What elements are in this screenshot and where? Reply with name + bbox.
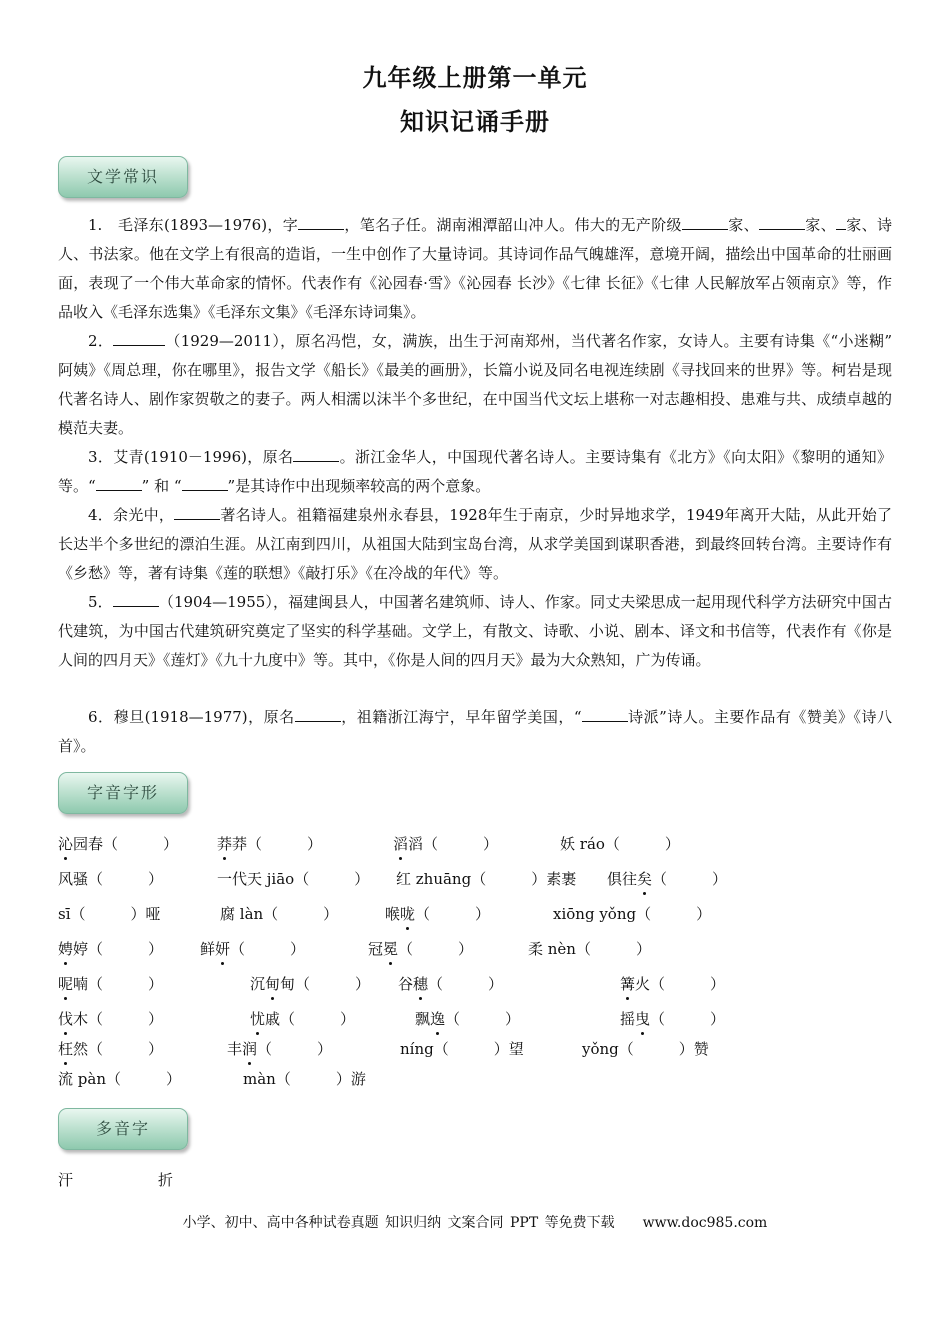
word-item: 一代天 jiāo（ ） <box>217 870 370 888</box>
word-item: 妖 ráo（ ） <box>560 835 680 853</box>
dotted-char: 忧 <box>250 1007 265 1031</box>
word-item: 喉咙（ ） <box>385 902 490 926</box>
word-item: 娉婷（ ） <box>58 937 163 961</box>
section-badge-literature: 文学常识 <box>58 156 188 198</box>
p2-text-a: 2． <box>88 332 114 350</box>
polyphone-char: 汗 <box>58 1171 74 1189</box>
dotted-char: 沁 <box>58 832 73 856</box>
p1-text-b: ，笔名子任。湖南湘潭韶山冲人。伟大的无产阶级 <box>344 216 682 234</box>
word-item: 谷穗（ ） <box>398 972 503 996</box>
section-badge-polyphone: 多音字 <box>58 1108 188 1150</box>
dotted-char: 曳 <box>635 1007 650 1031</box>
word-row <box>0 972 950 996</box>
word-row <box>0 1037 950 1061</box>
word-item: 枉然（ ） <box>58 1037 163 1061</box>
paragraph-5 <box>58 588 892 675</box>
word-row <box>0 902 950 926</box>
word-item: 莽莽（ ） <box>217 832 322 856</box>
word-row <box>0 832 950 856</box>
p4-text-b: 著名诗人。祖籍福建泉州永春县，1928年生于南京，少时异地求学，1949年离开大陆，从此开始了长达半个多世纪的漂泊生涯。从江南到四川，从祖国大陆到宝岛台湾，从求学美国到谋职香港，到最终回转台湾。主要诗作有《乡愁》等，著有诗集《莲的联想》《敲打乐》《在冷战的年代》等。 <box>58 506 892 582</box>
word-item: 风骚（ ） <box>58 870 164 888</box>
p1-text-a: 1. 毛泽东(1893—1976)，字 <box>88 216 299 234</box>
polyphone-char: 折 <box>158 1171 174 1189</box>
dotted-char: 冕 <box>383 937 398 961</box>
dotted-char: 润 <box>242 1037 257 1061</box>
word-item: 伐木（ ） <box>58 1007 163 1031</box>
dotted-char: 娉 <box>58 937 73 961</box>
word-item: 摇曳（ ） <box>620 1007 725 1031</box>
p5-text-b: （1904—1955），福建闽县人，中国著名建筑师、诗人、作家。同丈夫梁思成一起用现代科学方法研究中国古代建筑，为中国古代建筑研究奠定了坚实的科学基础。文学上，有散文、诗歌、小说、剧本、译文和书信等，代表作有《你是人间的四月天》《莲灯》《九十九度中》等。其中，《你是人间的四月天》最为大众熟知，广为传诵。 <box>58 593 892 669</box>
paragraph-1 <box>58 211 892 327</box>
word-item: 腐 làn（ ） <box>220 905 339 923</box>
section-badge-pronunciation: 字音字形 <box>58 772 188 814</box>
p4-text-a: 4．余光中， <box>88 506 175 524</box>
word-row <box>0 1067 950 1091</box>
p1-text-c: 家、 <box>727 216 759 234</box>
dotted-char: 甸 <box>265 972 280 996</box>
blank <box>682 214 728 230</box>
dotted-char: 妍 <box>215 937 230 961</box>
p3-text-c: ” 和 “ <box>141 477 182 495</box>
dotted-char: 咙 <box>400 902 415 926</box>
blank <box>582 706 628 722</box>
p6-text-c: 诗派”诗人。主要作品有《赞美》《诗八首》。 <box>58 708 892 755</box>
dotted-char: 矣 <box>637 867 652 891</box>
p1-text-d: 家、 <box>804 216 836 234</box>
word-item: níng（ ）望 <box>400 1040 524 1058</box>
blank <box>295 706 341 722</box>
word-item: 忧戚（ ） <box>250 1007 355 1031</box>
footer-note: 小学、初中、高中各种试卷真题 知识归纳 文案合同 PPT 等免费下载 www.doc985.com <box>182 1215 768 1231</box>
word-item: 篝火（ ） <box>620 972 725 996</box>
word-item: 鲜妍（ ） <box>200 937 305 961</box>
p2-text-b: （1929—2011），原名冯恺，女，满族，出生于河南郑州，当代著名作家，女诗人。主要有诗集《“小迷糊” 阿姨》《周总理，你在哪里》，报告文学《船长》《最美的画册》，长篇小说及同名电视连续剧《寻找回来的世界》等。柯岩是现代著名诗人、剧作家贺敬之的妻子。两人相濡以沫半个多世纪，在中国当代文坛上堪称一对志趣相投、患难与共、成绩卓越的模范夫妻。 <box>58 332 892 437</box>
paragraph-4 <box>58 501 892 588</box>
p1-text-e: 家、诗人、书法家。他在文学上有很高的造诣，一生中创作了大量诗词。其诗词作品气魄雄浑，意境开阔，描绘出中国革命的壮丽画面，表现了一个伟大革命家的情怀。代表作有《沁园春·雪》《沁园春 长沙》《七律 长征》《七律 人民解放军占领南京》等，作品收入《毛泽东选集》《毛泽东文集》《毛泽东诗词集》。 <box>58 216 892 321</box>
word-item: 红 zhuāng（ ）素裹 <box>396 870 577 888</box>
word-row <box>0 1007 950 1031</box>
dotted-char: 穗 <box>413 972 428 996</box>
word-item: 沁园春（ ） <box>58 832 178 856</box>
dotted-char: 逸 <box>430 1007 445 1031</box>
blank <box>293 446 339 462</box>
page-title: 九年级上册第一单元 <box>362 63 588 92</box>
p6-text-b: ，祖籍浙江海宁，早年留学美国，“ <box>340 708 582 726</box>
word-item: màn（ ）游 <box>243 1070 366 1088</box>
blank <box>113 591 159 607</box>
dotted-char: 枉 <box>58 1037 73 1061</box>
dotted-char: 篝 <box>620 972 635 996</box>
word-row <box>0 867 950 891</box>
paragraph-2 <box>58 327 892 443</box>
word-item: xiōng yǒng（ ） <box>553 905 712 923</box>
word-item: 冠冕（ ） <box>368 937 473 961</box>
paragraph-6 <box>58 703 892 761</box>
blank <box>182 475 228 491</box>
p3-text-b: 。浙江金华人，中国现代著名诗人。主要诗集有《北方》《向太阳》《黎明的通知》 等。“ <box>58 448 892 495</box>
dotted-char: 莽 <box>217 832 232 856</box>
dotted-char: 伐 <box>58 1007 73 1031</box>
word-item: 柔 nèn（ ） <box>528 940 651 958</box>
blank <box>836 214 846 230</box>
word-row <box>0 937 950 961</box>
word-item: yǒng（ ）赞 <box>582 1040 709 1058</box>
word-item: 沉甸甸（ ） <box>250 972 370 996</box>
page-subtitle: 知识记诵手册 <box>400 107 550 136</box>
word-item: 俱往矣（ ） <box>607 867 727 891</box>
p3-text-d: ”是其诗作中出现频率较高的两个意象。 <box>227 477 491 495</box>
word-item: 呢喃（ ） <box>58 972 163 996</box>
word-item: 丰润（ ） <box>227 1037 332 1061</box>
blank <box>96 475 142 491</box>
p6-text-a: 6．穆旦(1918—1977)，原名 <box>88 708 295 726</box>
word-item: sī（ ）哑 <box>58 905 161 923</box>
blank <box>759 214 805 230</box>
paragraph-3 <box>58 443 892 501</box>
word-item: 飘逸（ ） <box>415 1007 520 1031</box>
p5-text-a: 5． <box>88 593 113 611</box>
word-item: 流 pàn（ ） <box>58 1070 181 1088</box>
blank <box>298 214 344 230</box>
blank <box>174 504 220 520</box>
blank <box>113 330 165 346</box>
dotted-char: 呢 <box>58 972 73 996</box>
dotted-char: 滔 <box>393 832 408 856</box>
word-item: 滔滔（ ） <box>393 832 498 856</box>
p3-text-a: 3．艾青(1910－1996)，原名 <box>88 448 294 466</box>
